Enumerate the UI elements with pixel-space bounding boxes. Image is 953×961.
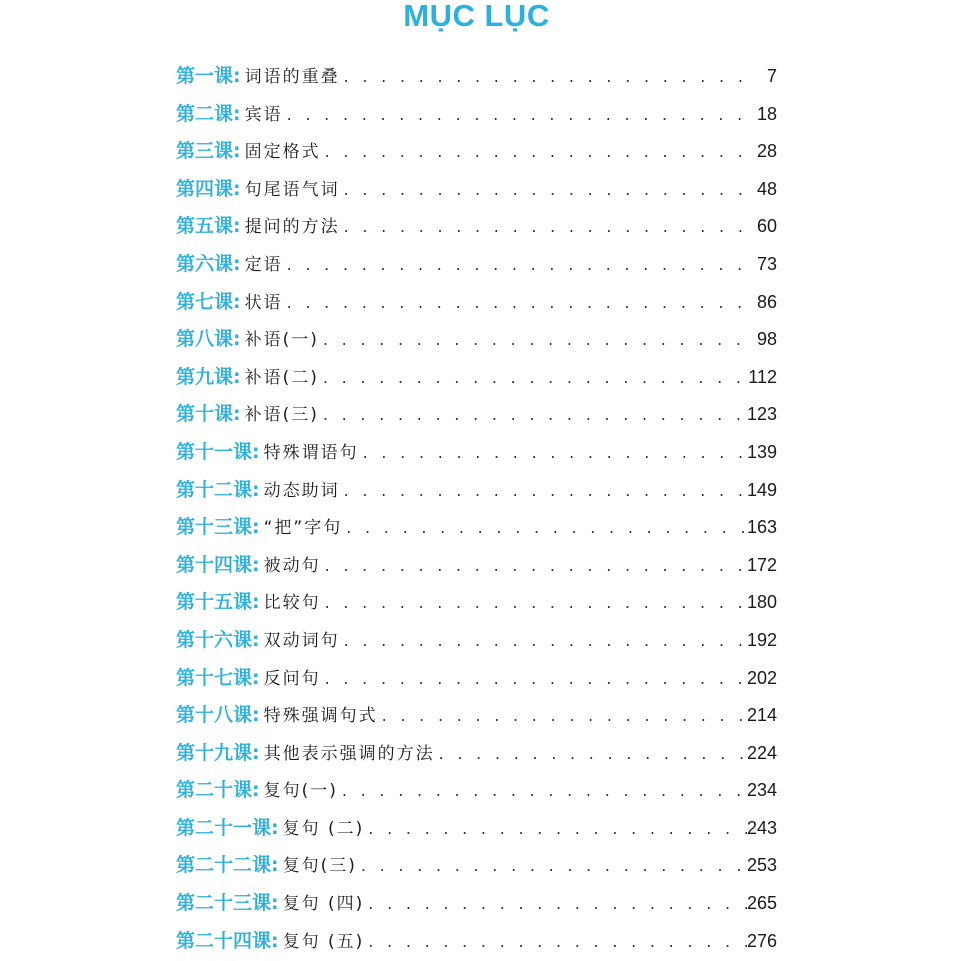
dot-leader bbox=[340, 622, 747, 660]
lesson-separator: : bbox=[252, 666, 260, 689]
lesson-number: 第二十四课 bbox=[176, 929, 272, 952]
toc-entry[interactable] bbox=[176, 321, 777, 359]
page-number: 112 bbox=[748, 366, 777, 387]
lesson-topic: 其他表示强调的方法 bbox=[263, 743, 435, 764]
toc-entry[interactable] bbox=[176, 622, 777, 660]
lesson-number: 第二十三课 bbox=[176, 892, 272, 915]
page-number: 86 bbox=[756, 291, 777, 312]
lesson-number: 第二课 bbox=[176, 102, 234, 125]
lesson-separator: : bbox=[271, 929, 279, 952]
toc-entry[interactable] bbox=[176, 810, 777, 848]
toc-entry[interactable] bbox=[176, 208, 777, 246]
lesson-topic: 复句 (四) bbox=[282, 894, 365, 915]
lesson-separator: : bbox=[233, 177, 241, 200]
page-number: 139 bbox=[746, 441, 777, 462]
dot-leader bbox=[357, 847, 747, 885]
page-number: 149 bbox=[746, 479, 777, 500]
lesson-topic: 反问句 bbox=[263, 668, 321, 689]
dot-leader bbox=[340, 171, 747, 209]
lesson-topic: 复句 (五) bbox=[282, 931, 365, 952]
dot-leader bbox=[283, 284, 747, 322]
page-number: 202 bbox=[746, 667, 777, 688]
lesson-separator: : bbox=[252, 478, 260, 501]
dot-leader bbox=[283, 246, 747, 284]
page-number: 98 bbox=[756, 329, 777, 350]
lesson-separator: : bbox=[233, 328, 241, 351]
lesson-topic: 句尾语气词 bbox=[244, 179, 340, 200]
page-number: 7 bbox=[766, 66, 777, 86]
lesson-topic: 宾语 bbox=[244, 104, 283, 125]
lesson-number: 第五课 bbox=[176, 215, 234, 238]
lesson-separator: : bbox=[252, 440, 260, 463]
page-title: MỤC LỤC bbox=[403, 0, 550, 33]
toc-entry[interactable] bbox=[176, 58, 777, 96]
toc-entry[interactable] bbox=[176, 359, 777, 397]
lesson-number: 第八课 bbox=[176, 328, 234, 351]
lesson-topic: 补语(三) bbox=[244, 405, 319, 426]
dot-leader bbox=[338, 772, 747, 810]
lesson-number: 第九课 bbox=[176, 365, 234, 388]
lesson-number: 第七课 bbox=[176, 290, 234, 313]
lesson-separator: : bbox=[252, 628, 260, 651]
lesson-number: 第二十二课 bbox=[176, 854, 272, 877]
toc-entry[interactable] bbox=[176, 847, 777, 885]
lesson-topic: 特殊强调句式 bbox=[263, 706, 378, 727]
dot-leader bbox=[340, 58, 747, 96]
lesson-separator: : bbox=[252, 779, 260, 802]
toc-entry[interactable] bbox=[176, 284, 777, 322]
toc-entry[interactable] bbox=[176, 472, 777, 510]
toc-entry[interactable] bbox=[176, 396, 777, 434]
dot-leader bbox=[342, 509, 747, 547]
toc-entry[interactable] bbox=[176, 547, 777, 585]
dot-leader bbox=[319, 396, 747, 434]
toc-entry[interactable] bbox=[176, 509, 777, 547]
page-number: 224 bbox=[746, 742, 777, 763]
lesson-number: 第二十课 bbox=[176, 779, 253, 802]
lesson-topic: 提问的方法 bbox=[244, 217, 340, 238]
lesson-number: 第十三课 bbox=[176, 516, 253, 539]
lesson-number: 第十八课 bbox=[176, 704, 253, 727]
lesson-number: 第十一课 bbox=[176, 440, 253, 463]
lesson-number: 第二十一课 bbox=[176, 816, 272, 839]
lesson-number: 第一课 bbox=[176, 65, 234, 87]
dot-leader bbox=[378, 697, 747, 735]
lesson-topic: 固定格式 bbox=[244, 142, 321, 163]
lesson-topic: 比较句 bbox=[263, 593, 321, 614]
lesson-separator: : bbox=[233, 102, 241, 125]
lesson-topic: 定语 bbox=[244, 254, 283, 275]
lesson-topic: 被动句 bbox=[263, 555, 321, 576]
lesson-separator: : bbox=[271, 892, 279, 915]
page-number: 180 bbox=[746, 592, 777, 613]
page-number: 234 bbox=[746, 780, 777, 801]
lesson-number: 第四课 bbox=[176, 177, 234, 200]
lesson-separator: : bbox=[233, 365, 241, 388]
lesson-topic: 状语 bbox=[244, 292, 283, 313]
page-number: 123 bbox=[746, 404, 777, 425]
lesson-separator: : bbox=[252, 591, 260, 614]
lesson-separator: : bbox=[252, 704, 260, 727]
toc-entry[interactable] bbox=[176, 735, 777, 773]
page-number: 18 bbox=[756, 103, 777, 124]
lesson-separator: : bbox=[252, 741, 260, 764]
toc-entry[interactable] bbox=[176, 885, 777, 923]
toc-entry[interactable] bbox=[176, 697, 777, 735]
toc-entry[interactable] bbox=[176, 133, 777, 171]
lesson-number: 第十课 bbox=[176, 403, 234, 426]
page-number: 253 bbox=[746, 855, 777, 876]
dot-leader bbox=[364, 923, 747, 961]
page-number: 172 bbox=[746, 554, 777, 575]
page-number: 243 bbox=[746, 817, 777, 838]
page-number: 214 bbox=[746, 705, 777, 726]
page-number: 163 bbox=[746, 517, 777, 538]
page-number: 28 bbox=[756, 141, 777, 162]
lesson-topic: 双动词句 bbox=[263, 630, 340, 651]
page-number: 48 bbox=[756, 178, 777, 199]
lesson-number: 第十二课 bbox=[176, 478, 253, 501]
toc-entry[interactable] bbox=[176, 660, 777, 698]
lesson-number: 第十六课 bbox=[176, 628, 253, 651]
lesson-separator: : bbox=[233, 290, 241, 313]
lesson-topic: 动态助词 bbox=[263, 480, 340, 501]
dot-leader bbox=[364, 810, 747, 848]
lesson-separator: : bbox=[271, 816, 279, 839]
toc-entry[interactable] bbox=[176, 171, 777, 209]
lesson-topic: “把”字句 bbox=[263, 518, 343, 539]
lesson-topic: 特殊谓语句 bbox=[263, 442, 359, 463]
dot-leader bbox=[319, 321, 747, 359]
lesson-topic: 复句(一) bbox=[263, 781, 338, 802]
dot-leader bbox=[435, 735, 747, 773]
lesson-topic: 复句 (二) bbox=[282, 818, 365, 839]
dot-leader bbox=[283, 96, 747, 134]
page-number: 276 bbox=[746, 930, 777, 951]
dot-leader bbox=[364, 885, 747, 923]
page-number: 265 bbox=[746, 893, 777, 914]
lesson-topic: 补语(二) bbox=[244, 367, 319, 388]
dot-leader bbox=[340, 208, 747, 246]
lesson-topic: 词语的重叠 bbox=[244, 67, 340, 87]
lesson-number: 第十五课 bbox=[176, 591, 253, 614]
lesson-separator: : bbox=[233, 140, 241, 163]
dot-leader bbox=[321, 547, 747, 585]
lesson-topic: 复句(三) bbox=[282, 856, 357, 877]
page-number: 73 bbox=[756, 253, 777, 274]
lesson-separator: : bbox=[233, 215, 241, 238]
toc-entry[interactable] bbox=[176, 584, 777, 622]
dot-leader bbox=[340, 472, 747, 510]
toc-entry[interactable] bbox=[176, 246, 777, 284]
dot-leader bbox=[321, 133, 747, 171]
toc-entry[interactable] bbox=[176, 772, 777, 810]
toc-entry[interactable] bbox=[176, 434, 777, 472]
dot-leader bbox=[321, 584, 747, 622]
lesson-separator: : bbox=[233, 252, 241, 275]
lesson-separator: : bbox=[252, 553, 260, 576]
toc-entry[interactable] bbox=[176, 923, 777, 961]
lesson-separator: : bbox=[233, 65, 241, 87]
dot-leader bbox=[321, 660, 747, 698]
lesson-number: 第三课 bbox=[176, 140, 234, 163]
lesson-separator: : bbox=[252, 516, 260, 539]
dot-leader bbox=[319, 359, 747, 397]
lesson-separator: : bbox=[233, 403, 241, 426]
lesson-topic: 补语(一) bbox=[244, 330, 319, 351]
lesson-separator: : bbox=[271, 854, 279, 877]
dot-leader bbox=[359, 434, 747, 472]
page-number: 192 bbox=[746, 629, 777, 650]
lesson-number: 第六课 bbox=[176, 252, 234, 275]
table-of-contents bbox=[176, 58, 777, 960]
page-number: 60 bbox=[756, 216, 777, 237]
lesson-number: 第十九课 bbox=[176, 741, 253, 764]
lesson-number: 第十七课 bbox=[176, 666, 253, 689]
lesson-number: 第十四课 bbox=[176, 553, 253, 576]
toc-entry[interactable] bbox=[176, 96, 777, 134]
